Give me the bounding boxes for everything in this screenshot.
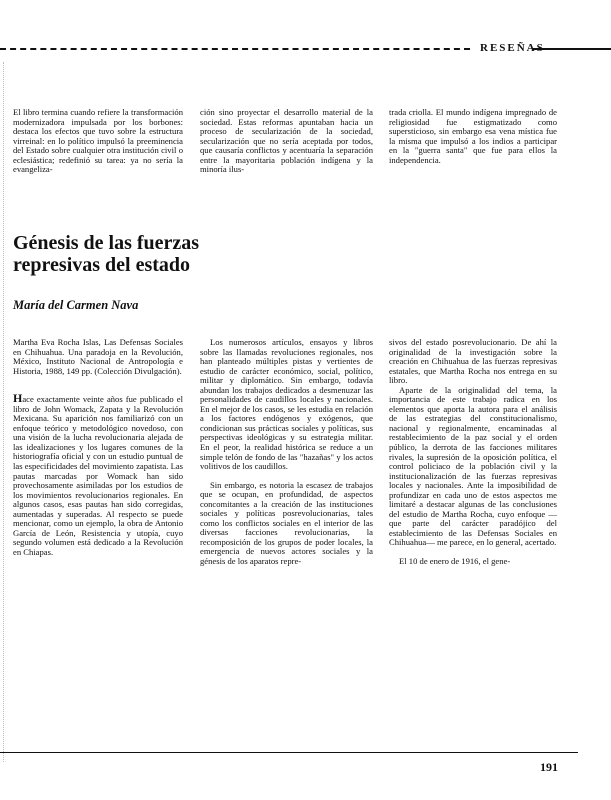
paragraph-2-2: Sin embargo, es notoria la escasez de trabajos que se ocupan, en profundidad, de aspectos concomitantes a la creación de las instituciones sociales y políticas posrevolucionarias, tales como los conflictos sociales en el interior de las diversas facciones revolucionarias, la recomposición de los grupos de poder locales, la emergencia de nuevos actores sociales y la génesis de los aparatos repre- [200,479,373,567]
opening-paragraph [13,391,183,557]
dashed-rule [0,48,470,50]
footer-rule [0,752,578,753]
section-label: RESEÑAS [480,42,545,54]
article-column-1 [13,338,183,557]
intro-column-3 [389,108,557,165]
intro-text-3: trada criolla. El mundo indígena impregnado de religiosidad fue estigmatizado como supersticioso, sin embargo esa vena mística fue la misma que impulsó a los indios a participar en la "guerra santa" que fue para ellos la independencia. [389,107,557,165]
intro-text-2: ción sino proyectar el desarrollo material de la sociedad. Estas reformas apuntaban hacia un proceso de secularización de la sociedad, secularización que no sería aceptada por todos, que causaría conflictos y acentuaría la separación entre la mayoritaria población indígena y la minoría ilus- [200,107,373,175]
solid-rule [532,48,611,50]
paragraph-3-1: sivos del estado posrevolucionario. De ahí la originalidad de la investigación sobre la creación en Chihuahua de las fuerzas represivas estatales, que Martha Rocha nos entrega en su libro. [389,337,557,386]
article-title: Génesis de las fuerzas represivas del estado [13,232,200,276]
intro-text-1: El libro termina cuando refiere la transformación modernizadora impulsada por los borbones: destaca los efectos que tuvo sobre la estructura virreinal: en lo político impulsó la preeminencia del Estado sobre cualquier otra institución civil o eclesiástica; redefinió su tarea: ya no sería la evangeliza- [13,107,183,175]
page-number: 191 [540,760,558,774]
binding-shadow [3,62,12,762]
intro-column-1 [13,108,183,175]
paragraph-3-2: Aparte de la originalidad del tema, la importancia de este trabajo radica en los elementos que aporta la autora para el análisis de las estrategias del constitucionalismo, nacional y regionalmente, encaminadas al restablecimiento de la paz social y el orden público, la derrota de las facciones militares rivales, la supresión de la oposición política, el control policiaco de la población civil y la institucionalización de las fuerzas represivas locales y nacionales. Ante la imposibilidad de profundizar en cada uno de estos aspectos me limitaré a destacar algunas de las conclusiones del estudio de Martha Rocha, cuyo enfoque —que parte del carácter paradójico del establecimiento de las Defensas Sociales en Chihuahua— me parece, en lo general, acertado. [389,384,557,548]
opening-text: ace exactamente veinte años fue publicado el libro de John Womack, Zapata y la Revolución Mexicana. Su aparición nos familiarizó con un enfoque teórico y metodológico novedoso, con una visión de la lucha revolucionaria alejada de las idealizaciones y los lugares comunes de la historiografía oficial y con un estudio puntual de las especificidades del movimiento zapatista. Las pautas marcadas por Womack han sido provechosamente asimiladas por los estudios de los movimientos revolucionarios regionales. En algunos casos, esas pautas han sido corregidas, aumentadas y superadas. Al respecto se puede mencionar, como un ejemplo, la obra de Antonio García de León, Resistencia y utopía, cuyo segundo volumen está dedicado a la Revolución en Chiapas. [13,394,183,557]
article-column-3 [389,338,557,567]
intro-column-2 [200,108,373,175]
paragraph-3-3: El 10 de enero de 1916, el gene- [399,556,511,567]
header-rule [0,42,611,56]
paragraph-2-1: Los numerosos artículos, ensayos y libros sobre las llamadas revoluciones regionales, nos han planteado múltiples pistas y vertientes de estudio de carácter económico, social, político, militar y diplomático. Sin embargo, todavía abundan los trabajos dedicados a desmenuzar las personalidades de caudillos locales y nacionales. En el mejor de los casos, se les estudia en relación a los factores endógenos y exógenos, que condicionan sus prácticas sociales y políticas, sus perspectivas ideológicas y su estrategia militar. En el peor, la realidad histórica se reduce a un simple telón de fondo de las "hazañas" y los actos volitivos de los caudillos. [200,337,374,472]
book-citation: Martha Eva Rocha Islas, Las Defensas Sociales en Chihuahua. Una paradoja en la Revolución, México, Instituto Nacional de Antropología e Historia, 1988, 149 pp. (Colección Divulgación). [13,337,183,376]
drop-cap: H [13,391,23,406]
article-author: María del Carmen Nava [13,298,139,312]
article-column-2 [200,338,373,567]
